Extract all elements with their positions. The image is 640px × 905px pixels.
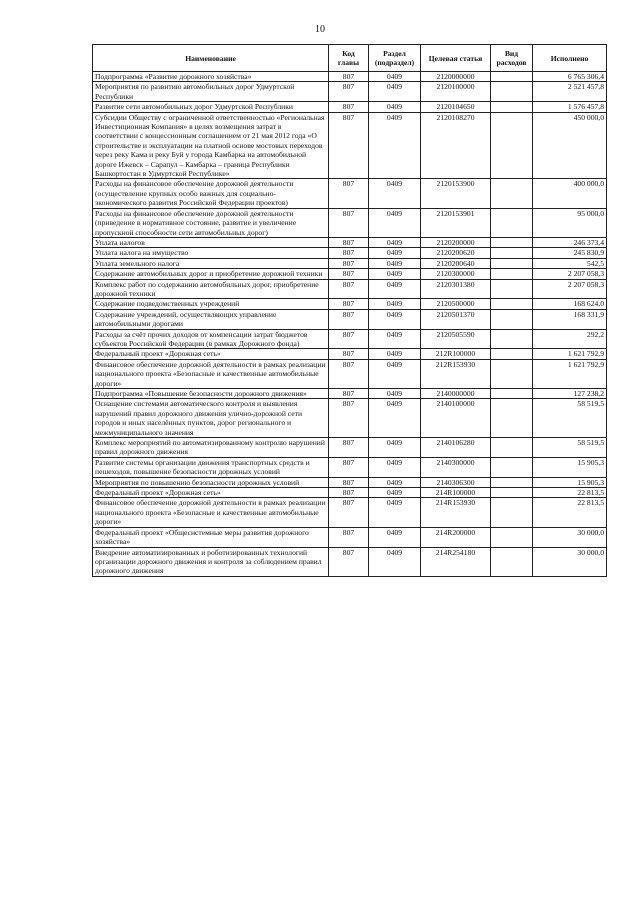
row-executed-cell: 95 000,0 <box>533 208 607 237</box>
row-expense-type-cell <box>491 389 533 399</box>
row-expense-type-cell <box>491 102 533 112</box>
row-section-cell: 0409 <box>369 329 421 349</box>
row-executed-cell: 542,5 <box>533 258 607 268</box>
row-target-cell: 214R153930 <box>421 498 491 527</box>
row-executed-cell: 1 576 457,8 <box>533 102 607 112</box>
row-chapter-cell: 807 <box>329 438 369 458</box>
row-expense-type-cell <box>491 248 533 258</box>
row-name-cell: Содержание автомобильных дорог и приобретение дорожной техники <box>93 269 329 279</box>
row-section-cell: 0409 <box>369 359 421 388</box>
row-expense-type-cell <box>491 72 533 82</box>
row-chapter-cell: 807 <box>329 349 369 359</box>
row-target-cell: 214R100000 <box>421 488 491 498</box>
row-target-cell: 2120501370 <box>421 309 491 329</box>
row-chapter-cell: 807 <box>329 309 369 329</box>
table-row <box>93 299 607 309</box>
row-name-cell: Федеральный проект «Дорожная сеть» <box>93 349 329 359</box>
row-expense-type-cell <box>491 179 533 208</box>
row-target-cell: 2120108270 <box>421 112 491 179</box>
table-row <box>93 309 607 329</box>
table-row <box>93 399 607 438</box>
row-name-cell: Субсидии Обществу с ограниченной ответственностью «Региональная Инвестиционная Компания» в целях возмещения затрат в соответствии с концессионным соглашением от 21 мая 2012 года «О строительстве и эксплуатации на платной основе мостовых переходов через реку Кама и реку Буй у города Камбарка на автомобильной дороге Ижевск – Сарапул – Камбарка – граница Республики Башкортостан в Удмуртской Республике» <box>93 112 329 179</box>
row-target-cell: 212R153930 <box>421 359 491 388</box>
row-expense-type-cell <box>491 208 533 237</box>
table-row <box>93 72 607 82</box>
row-section-cell: 0409 <box>369 258 421 268</box>
row-chapter-cell: 807 <box>329 82 369 102</box>
row-name-cell: Уплата земельного налога <box>93 258 329 268</box>
header-name: Наименование <box>93 45 329 72</box>
row-section-cell: 0409 <box>369 309 421 329</box>
row-target-cell: 2120200000 <box>421 237 491 247</box>
row-executed-cell: 30 000,0 <box>533 547 607 576</box>
row-executed-cell: 2 207 058,3 <box>533 279 607 299</box>
row-section-cell: 0409 <box>369 102 421 112</box>
row-chapter-cell: 807 <box>329 208 369 237</box>
row-section-cell: 0409 <box>369 112 421 179</box>
row-chapter-cell: 807 <box>329 359 369 388</box>
row-section-cell: 0409 <box>369 208 421 237</box>
row-section-cell: 0409 <box>369 438 421 458</box>
row-executed-cell: 2 207 058,3 <box>533 269 607 279</box>
header-section: Раздел (подраздел) <box>369 45 421 72</box>
row-name-cell: Расходы на финансовое обеспечение дорожной деятельности (приведение в нормативное состояние, развитие и увеличение пропускной способности сети автомобильных дорог) <box>93 208 329 237</box>
row-section-cell: 0409 <box>369 279 421 299</box>
row-section-cell: 0409 <box>369 299 421 309</box>
row-name-cell: Внедрение автоматизированных и роботизированных технологий организации дорожного движения и контроля за соблюдением правил дорожного движения <box>93 547 329 576</box>
row-name-cell: Содержание учреждений, осуществляющих управление автомобильными дорогами <box>93 309 329 329</box>
header-executed: Исполнено <box>533 45 607 72</box>
header-chapter-code: Код главы <box>329 45 369 72</box>
row-target-cell: 2120300000 <box>421 269 491 279</box>
row-executed-cell: 6 765 306,4 <box>533 72 607 82</box>
row-expense-type-cell <box>491 112 533 179</box>
row-target-cell: 2120200640 <box>421 258 491 268</box>
table-row <box>93 547 607 576</box>
table-row <box>93 477 607 487</box>
table-row <box>93 179 607 208</box>
row-executed-cell: 22 813,5 <box>533 488 607 498</box>
row-executed-cell: 15 905,3 <box>533 457 607 477</box>
row-chapter-cell: 807 <box>329 299 369 309</box>
row-section-cell: 0409 <box>369 527 421 547</box>
row-chapter-cell: 807 <box>329 72 369 82</box>
row-name-cell: Оснащение системами автоматического контроля и выявления нарушений правил дорожного движения улично-дорожной сети городов и иных населённых пунктов, дорог регионального и межмуниципального значения <box>93 399 329 438</box>
row-section-cell: 0409 <box>369 72 421 82</box>
row-target-cell: 2120301380 <box>421 279 491 299</box>
row-name-cell: Мероприятия по развитию автомобильных дорог Удмуртской Республики <box>93 82 329 102</box>
table-row <box>93 279 607 299</box>
table-body <box>93 72 607 577</box>
row-section-cell: 0409 <box>369 179 421 208</box>
row-name-cell: Содержание подведомственных учреждений <box>93 299 329 309</box>
row-expense-type-cell <box>491 82 533 102</box>
row-executed-cell: 22 813,5 <box>533 498 607 527</box>
row-name-cell: Уплата налогов <box>93 237 329 247</box>
row-section-cell: 0409 <box>369 82 421 102</box>
row-chapter-cell: 807 <box>329 389 369 399</box>
row-chapter-cell: 807 <box>329 237 369 247</box>
row-section-cell: 0409 <box>369 547 421 576</box>
row-chapter-cell: 807 <box>329 258 369 268</box>
row-name-cell: Развитие системы организации движения транспортных средств и пешеходов, повышение безопасности дорожных условий <box>93 457 329 477</box>
row-name-cell: Расходы за счёт прочих доходов от компенсации затрат бюджетов субъектов Российской Федерации (в рамках Дорожного фонда) <box>93 329 329 349</box>
row-section-cell: 0409 <box>369 237 421 247</box>
row-name-cell: Федеральный проект «Общесистемные меры развития дорожного хозяйства» <box>93 527 329 547</box>
row-name-cell: Комплекс работ по содержанию автомобильных дорог, приобретение дорожной техники <box>93 279 329 299</box>
row-target-cell: 2120104650 <box>421 102 491 112</box>
table-row <box>93 329 607 349</box>
table-row <box>93 389 607 399</box>
row-target-cell: 2140000000 <box>421 389 491 399</box>
row-chapter-cell: 807 <box>329 269 369 279</box>
row-target-cell: 2120153900 <box>421 179 491 208</box>
row-executed-cell: 245 830,9 <box>533 248 607 258</box>
table-row <box>93 488 607 498</box>
row-executed-cell: 1 621 792,9 <box>533 349 607 359</box>
row-name-cell: Подпрограмма «Развитие дорожного хозяйства» <box>93 72 329 82</box>
row-chapter-cell: 807 <box>329 457 369 477</box>
row-executed-cell: 2 521 457,8 <box>533 82 607 102</box>
row-expense-type-cell <box>491 547 533 576</box>
row-section-cell: 0409 <box>369 248 421 258</box>
table-row <box>93 102 607 112</box>
row-executed-cell: 58 519,5 <box>533 399 607 438</box>
row-name-cell: Финансовое обеспечение дорожной деятельности в рамках реализации национального проекта «Безопасные и качественные автомобильные дороги» <box>93 498 329 527</box>
row-expense-type-cell <box>491 279 533 299</box>
row-executed-cell: 15 905,3 <box>533 477 607 487</box>
table-row <box>93 498 607 527</box>
row-target-cell: 2120505590 <box>421 329 491 349</box>
row-expense-type-cell <box>491 488 533 498</box>
table-header-row <box>93 45 607 72</box>
header-expense-type: Вид расходов <box>491 45 533 72</box>
row-target-cell: 2120500000 <box>421 299 491 309</box>
table-row <box>93 269 607 279</box>
budget-table <box>92 44 607 577</box>
row-section-cell: 0409 <box>369 498 421 527</box>
row-expense-type-cell <box>491 309 533 329</box>
page-number: 10 <box>315 24 325 35</box>
row-section-cell: 0409 <box>369 349 421 359</box>
row-section-cell: 0409 <box>369 457 421 477</box>
row-executed-cell: 168 624,0 <box>533 299 607 309</box>
row-expense-type-cell <box>491 269 533 279</box>
row-executed-cell: 127 238,2 <box>533 389 607 399</box>
row-executed-cell: 1 621 792,9 <box>533 359 607 388</box>
row-target-cell: 214R200000 <box>421 527 491 547</box>
row-target-cell: 2140106280 <box>421 438 491 458</box>
row-name-cell: Развитие сети автомобильных дорог Удмуртской Республики <box>93 102 329 112</box>
row-chapter-cell: 807 <box>329 488 369 498</box>
table-row <box>93 82 607 102</box>
row-name-cell: Комплекс мероприятий по автоматизированному контролю нарушений правил дорожного движения <box>93 438 329 458</box>
table-row <box>93 359 607 388</box>
row-section-cell: 0409 <box>369 488 421 498</box>
row-section-cell: 0409 <box>369 477 421 487</box>
table-row <box>93 258 607 268</box>
row-expense-type-cell <box>491 457 533 477</box>
row-target-cell: 2140100000 <box>421 399 491 438</box>
row-section-cell: 0409 <box>369 389 421 399</box>
row-chapter-cell: 807 <box>329 399 369 438</box>
row-chapter-cell: 807 <box>329 279 369 299</box>
row-chapter-cell: 807 <box>329 329 369 349</box>
row-expense-type-cell <box>491 237 533 247</box>
row-target-cell: 2140306300 <box>421 477 491 487</box>
row-expense-type-cell <box>491 477 533 487</box>
row-chapter-cell: 807 <box>329 498 369 527</box>
row-expense-type-cell <box>491 399 533 438</box>
row-chapter-cell: 807 <box>329 547 369 576</box>
row-name-cell: Расходы на финансовое обеспечение дорожной деятельности (осуществление крупных особо важных для социально-экономического развития Российской Федерации проектов) <box>93 179 329 208</box>
row-executed-cell: 400 000,0 <box>533 179 607 208</box>
row-expense-type-cell <box>491 329 533 349</box>
row-target-cell: 2120153901 <box>421 208 491 237</box>
row-section-cell: 0409 <box>369 269 421 279</box>
table-row <box>93 457 607 477</box>
row-name-cell: Федеральный проект «Дорожная сеть» <box>93 488 329 498</box>
table-row <box>93 438 607 458</box>
row-executed-cell: 58 519,5 <box>533 438 607 458</box>
row-name-cell: Уплата налога на имущество <box>93 248 329 258</box>
row-expense-type-cell <box>491 498 533 527</box>
header-target-article: Целевая статья <box>421 45 491 72</box>
row-executed-cell: 30 000,0 <box>533 527 607 547</box>
row-name-cell: Мероприятия по повышению безопасности дорожных условий <box>93 477 329 487</box>
row-expense-type-cell <box>491 527 533 547</box>
row-chapter-cell: 807 <box>329 179 369 208</box>
row-name-cell: Финансовое обеспечение дорожной деятельности в рамках реализации национального проекта «Безопасные и качественные автомобильные дороги» <box>93 359 329 388</box>
row-expense-type-cell <box>491 349 533 359</box>
row-target-cell: 214R254180 <box>421 547 491 576</box>
row-executed-cell: 450 000,0 <box>533 112 607 179</box>
row-executed-cell: 168 331,9 <box>533 309 607 329</box>
table-row <box>93 248 607 258</box>
row-name-cell: Подпрограмма «Повышение безопасности дорожного движения» <box>93 389 329 399</box>
row-target-cell: 2120000000 <box>421 72 491 82</box>
table-row <box>93 237 607 247</box>
row-target-cell: 2120100000 <box>421 82 491 102</box>
row-expense-type-cell <box>491 359 533 388</box>
row-chapter-cell: 807 <box>329 527 369 547</box>
row-expense-type-cell <box>491 299 533 309</box>
table-row <box>93 112 607 179</box>
row-expense-type-cell <box>491 438 533 458</box>
row-chapter-cell: 807 <box>329 112 369 179</box>
row-section-cell: 0409 <box>369 399 421 438</box>
row-chapter-cell: 807 <box>329 477 369 487</box>
row-target-cell: 212R100000 <box>421 349 491 359</box>
table-row <box>93 527 607 547</box>
row-target-cell: 2140300000 <box>421 457 491 477</box>
row-executed-cell: 246 373,4 <box>533 237 607 247</box>
row-expense-type-cell <box>491 258 533 268</box>
row-target-cell: 2120200620 <box>421 248 491 258</box>
row-chapter-cell: 807 <box>329 248 369 258</box>
table-row <box>93 208 607 237</box>
row-executed-cell: 292,2 <box>533 329 607 349</box>
table-row <box>93 349 607 359</box>
row-chapter-cell: 807 <box>329 102 369 112</box>
